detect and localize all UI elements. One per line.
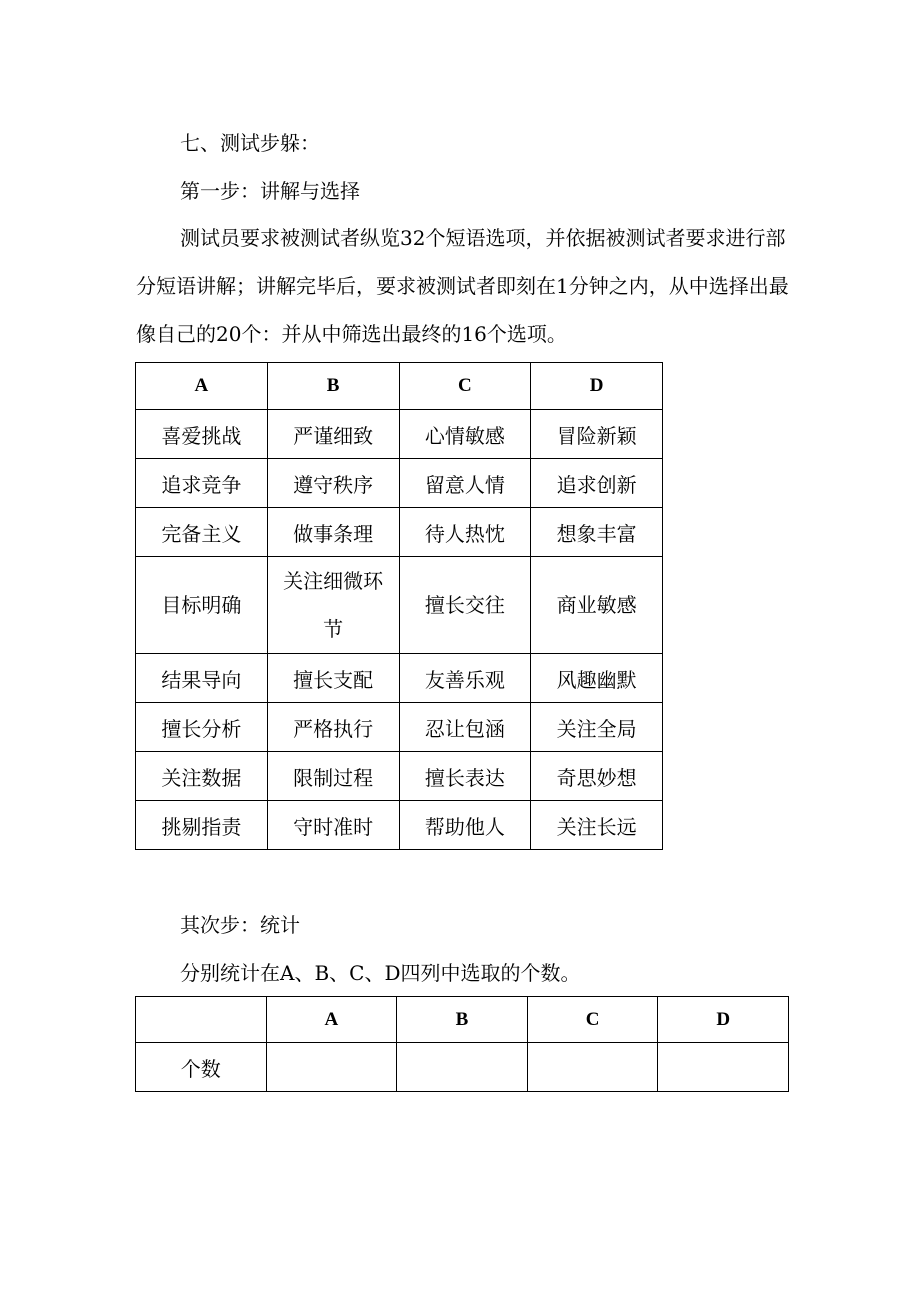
phrase-table [135, 362, 663, 850]
table-cell [267, 557, 399, 654]
table-cell: 追求创新 [531, 459, 663, 508]
table-cell: 挑剔指责 [136, 801, 268, 850]
table-row [136, 703, 663, 752]
header-d: D [658, 997, 789, 1043]
description-line-1: 测试员要求被测试者纵览32个短语选项，并依据被测试者要求进行部 [180, 226, 786, 250]
table-cell: 完备主义 [136, 508, 268, 557]
table-cell: 关注全局 [531, 703, 663, 752]
count-cell-d[interactable] [658, 1043, 789, 1092]
step2-description: 分别统计在A、B、C、D四列中选取的个数。 [180, 961, 581, 985]
table-cell: 风趣幽默 [531, 654, 663, 703]
table-cell: 做事条理 [267, 508, 399, 557]
table-cell: 喜爱挑战 [136, 410, 268, 459]
table-cell: 严格执行 [267, 703, 399, 752]
count-table [135, 996, 789, 1092]
table-cell: 待人热忱 [399, 508, 531, 557]
table-row [136, 410, 663, 459]
count-row-label: 个数 [136, 1043, 267, 1092]
table-cell: 友善乐观 [399, 654, 531, 703]
table-cell: 严谨细致 [267, 410, 399, 459]
table-cell: 奇思妙想 [531, 752, 663, 801]
table-cell: 结果导向 [136, 654, 268, 703]
table-cell: 擅长交往 [399, 557, 531, 654]
header-b: B [397, 997, 528, 1043]
header-d: D [531, 363, 663, 410]
table-cell: 关注数据 [136, 752, 268, 801]
count-cell-c[interactable] [527, 1043, 658, 1092]
step2-title: 其次步：统计 [180, 913, 300, 937]
table-row [136, 654, 663, 703]
table-cell-text: 关注细微环节 [283, 569, 384, 641]
header-c: C [527, 997, 658, 1043]
table-cell: 目标明确 [136, 557, 268, 654]
description-line-3: 像自己的20个：并从中筛选出最终的16个选项。 [136, 322, 567, 346]
table-row [136, 557, 663, 654]
table-cell: 冒险新颖 [531, 410, 663, 459]
table-cell: 忍让包涵 [399, 703, 531, 752]
header-a: A [266, 997, 397, 1043]
header-a: A [136, 363, 268, 410]
step1-title: 第一步：讲解与选择 [180, 179, 360, 203]
table-cell: 擅长分析 [136, 703, 268, 752]
table-cell: 遵守秩序 [267, 459, 399, 508]
count-table-header [136, 997, 789, 1043]
step1-description [136, 214, 789, 358]
table-cell: 守时准时 [267, 801, 399, 850]
count-row [136, 1043, 789, 1092]
header-c: C [399, 363, 531, 410]
count-cell-b[interactable] [397, 1043, 528, 1092]
table-row [136, 508, 663, 557]
count-cell-a[interactable] [266, 1043, 397, 1092]
header-b: B [267, 363, 399, 410]
table-cell: 追求竞争 [136, 459, 268, 508]
header-blank [136, 997, 267, 1043]
table-row [136, 801, 663, 850]
table-row [136, 459, 663, 508]
table-cell: 擅长表达 [399, 752, 531, 801]
phrase-table-header [136, 363, 663, 410]
table-cell: 帮助他人 [399, 801, 531, 850]
table-cell: 限制过程 [267, 752, 399, 801]
table-cell: 关注长远 [531, 801, 663, 850]
table-row [136, 752, 663, 801]
table-cell: 商业敏感 [531, 557, 663, 654]
table-cell: 擅长支配 [267, 654, 399, 703]
table-cell: 心情敏感 [399, 410, 531, 459]
table-cell: 想象丰富 [531, 508, 663, 557]
section-heading: 七、测试步躲： [180, 131, 320, 155]
table-cell: 留意人情 [399, 459, 531, 508]
description-line-2: 分短语讲解；讲解完毕后，要求被测试者即刻在1分钟之内，从中选择出最 [136, 274, 789, 298]
